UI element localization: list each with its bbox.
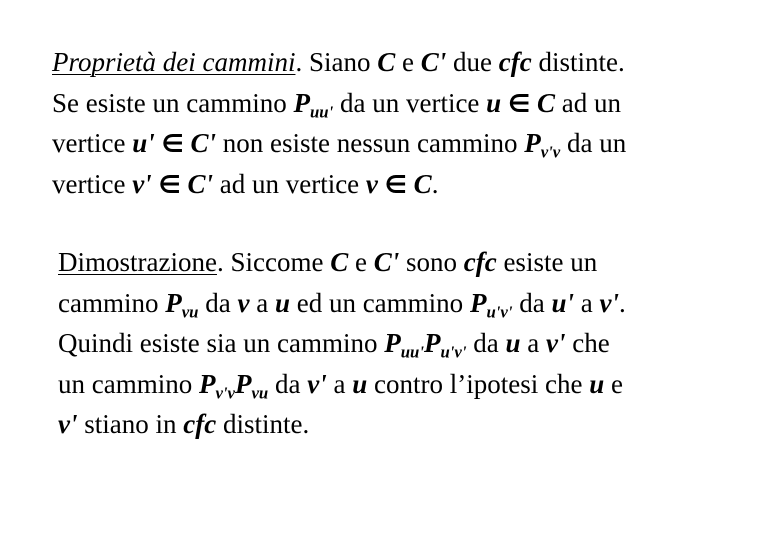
- path-symbol: P: [524, 128, 541, 159]
- component-c: C: [377, 47, 396, 77]
- vertex-v-prime: v': [546, 328, 566, 359]
- proof-title: Dimostrazione: [58, 247, 217, 277]
- text: ed un cammino: [289, 287, 470, 318]
- component-c-prime: C': [187, 168, 213, 199]
- text: da un vertice: [333, 87, 487, 118]
- path-subscript: u'v': [486, 301, 513, 321]
- proof-line-3: [58, 323, 626, 364]
- component-c-prime: C': [373, 247, 400, 277]
- text: e: [604, 368, 623, 399]
- text: . Siano: [295, 47, 378, 77]
- vertex-v-prime: v': [307, 368, 327, 399]
- text: cammino: [58, 287, 166, 318]
- text: e: [348, 247, 374, 277]
- proposition-line-2: [52, 83, 626, 124]
- text: sono: [399, 247, 464, 277]
- term-cfc: cfc: [498, 47, 532, 77]
- proof-line-1: [58, 242, 626, 283]
- component-c: C: [413, 168, 432, 199]
- term-cfc: cfc: [183, 409, 217, 440]
- vertex-u-prime: u': [551, 287, 574, 318]
- path-subscript: v'v: [540, 142, 561, 162]
- proof-block: [58, 242, 626, 445]
- text: a: [326, 368, 353, 399]
- element-of-symbol: ∈: [158, 169, 181, 199]
- text: a: [249, 287, 275, 318]
- path-symbol: P: [469, 287, 487, 318]
- path-subscript: uu': [309, 101, 334, 121]
- path-symbol: P: [423, 328, 441, 359]
- vertex-u-prime: u': [132, 128, 155, 159]
- vertex-v: v: [237, 287, 250, 318]
- text: .: [618, 287, 626, 318]
- text: . Siccome: [216, 247, 331, 277]
- component-c: C: [330, 247, 349, 277]
- proposition-line-3: [52, 123, 626, 164]
- path-symbol: P: [235, 368, 252, 399]
- text: Quindi esiste sia un cammino: [58, 328, 385, 359]
- text: da: [198, 287, 238, 318]
- proposition-block: [52, 42, 626, 204]
- text: contro l’ipotesi che: [367, 368, 590, 399]
- text: .: [431, 168, 439, 199]
- text: Se esiste un cammino: [52, 87, 294, 118]
- text: che: [565, 328, 610, 359]
- path-subscript: vu: [181, 301, 199, 321]
- vertex-v-prime: v': [58, 409, 78, 440]
- path-symbol: P: [198, 368, 216, 399]
- vertex-u: u: [486, 87, 502, 118]
- path-subscript: vu: [251, 383, 269, 403]
- text: un cammino: [58, 368, 199, 399]
- vertex-v: v: [365, 168, 378, 199]
- path-subscript: v'v: [215, 383, 235, 403]
- text: da: [466, 328, 506, 359]
- text: vertice: [52, 128, 133, 159]
- path-symbol: P: [293, 87, 310, 118]
- text: vertice: [52, 168, 133, 199]
- component-c-prime: C': [420, 47, 447, 77]
- element-of-symbol: ∈: [161, 129, 184, 159]
- component-c-prime: C': [190, 128, 217, 159]
- vertex-u: u: [505, 328, 521, 359]
- path-symbol: P: [384, 328, 401, 359]
- proof-line-5: [58, 404, 626, 445]
- text: da un: [560, 128, 627, 159]
- text: e: [395, 47, 421, 77]
- proposition-line-4: [52, 164, 626, 205]
- text: distinte.: [216, 409, 310, 440]
- text: esiste un: [496, 247, 598, 277]
- vertex-u: u: [352, 368, 368, 399]
- vertex-v-prime: v': [132, 168, 152, 199]
- element-of-symbol: ∈: [507, 88, 531, 118]
- path-subscript: u'v': [440, 342, 467, 362]
- element-of-symbol: ∈: [384, 169, 407, 199]
- text: a: [574, 287, 600, 318]
- text: ad un vertice: [212, 168, 366, 199]
- proposition-title: Proprietà dei cammini: [52, 47, 296, 77]
- term-cfc: cfc: [463, 247, 497, 277]
- text: distinte.: [531, 47, 625, 77]
- proof-line-2: [58, 283, 626, 324]
- vertex-u: u: [589, 368, 605, 399]
- text: da: [512, 287, 552, 318]
- text: stiano in: [77, 409, 184, 440]
- path-symbol: P: [165, 287, 182, 318]
- component-c: C: [536, 87, 555, 118]
- text: da: [268, 368, 308, 399]
- vertex-u: u: [274, 287, 290, 318]
- text: ad un: [554, 87, 621, 118]
- proof-line-4: [58, 364, 626, 405]
- text: due: [446, 47, 499, 77]
- proposition-line-1: [52, 42, 626, 83]
- vertex-v-prime: v': [599, 287, 619, 318]
- text: a: [520, 328, 547, 359]
- path-subscript: uu': [400, 342, 424, 362]
- text: non esiste nessun cammino: [216, 128, 525, 159]
